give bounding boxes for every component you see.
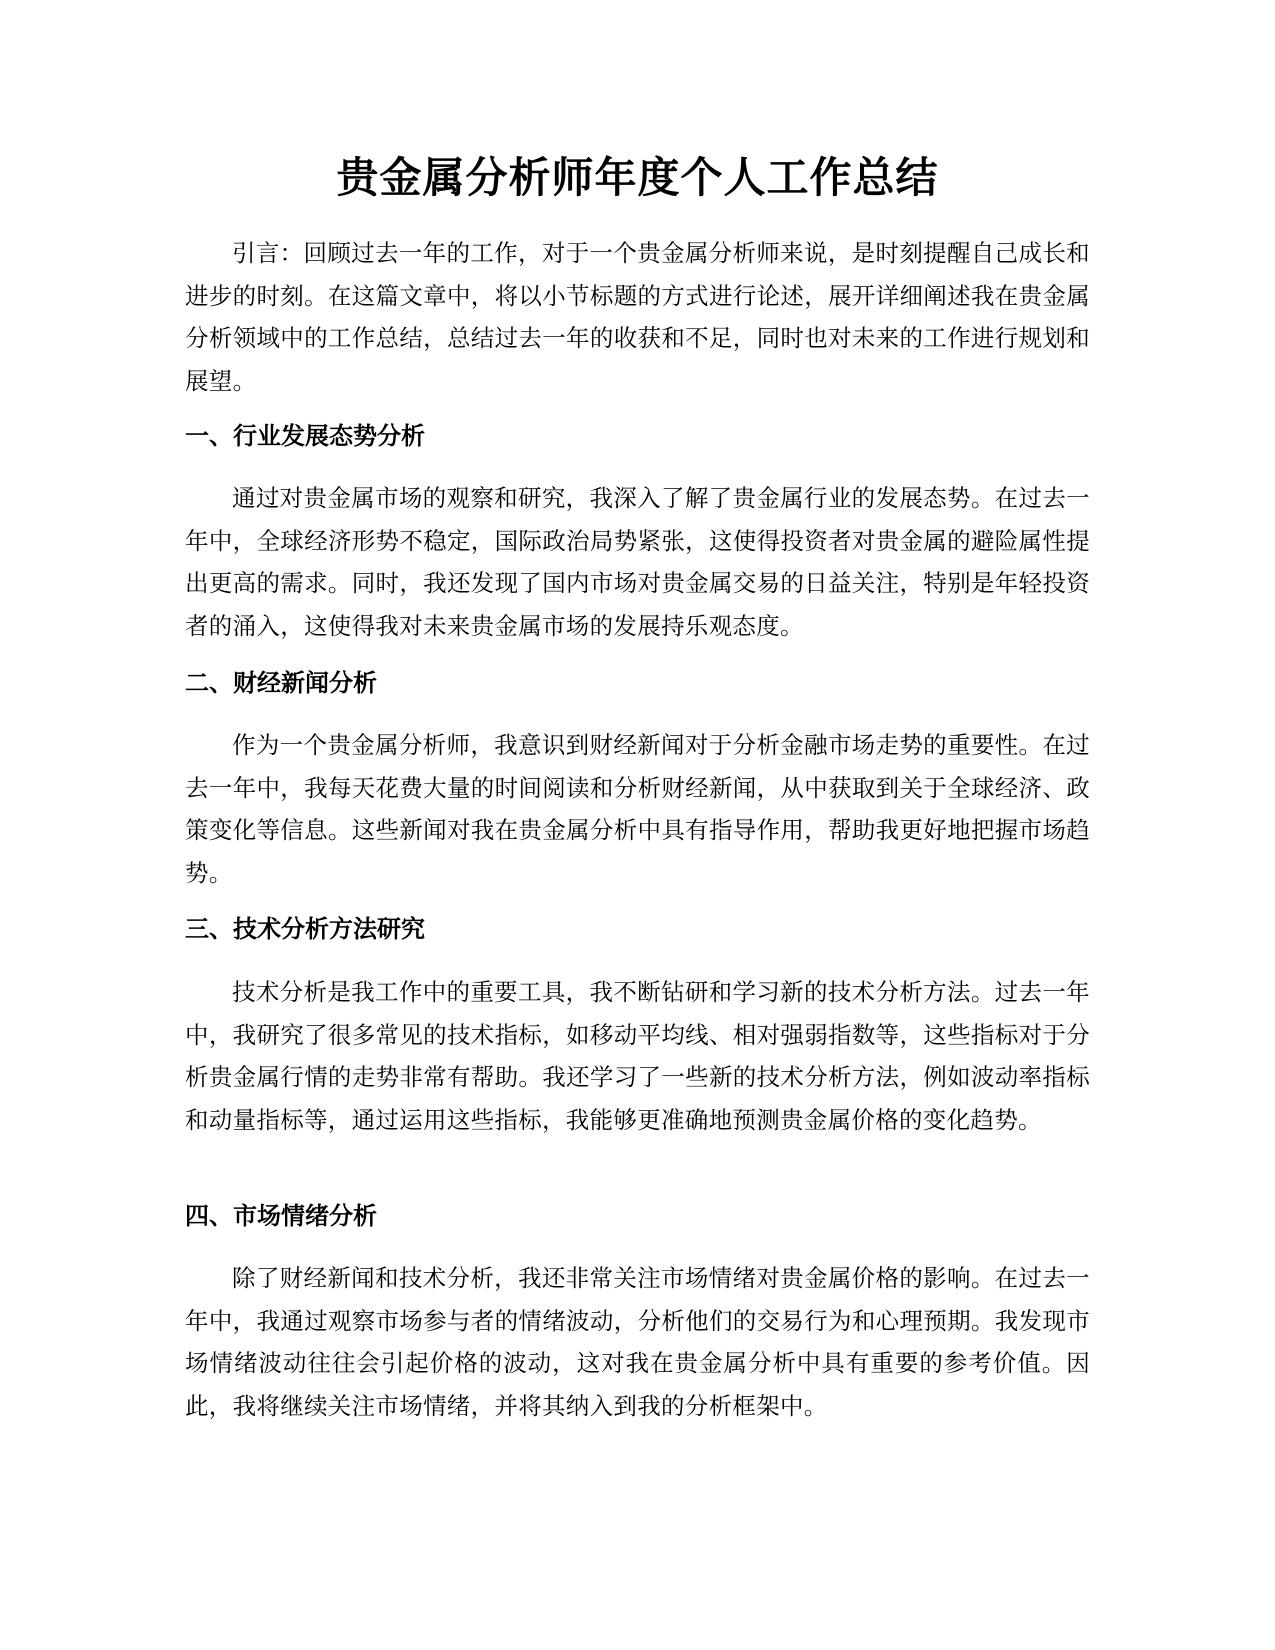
section-body-industry-trends: 通过对贵金属市场的观察和研究，我深入了解了贵金属行业的发展态势。在过去一年中，全球经济形势不稳定，国际政治局势紧张，这使得投资者对贵金属的避险属性提出更高的需求。同时，我还发现了国内市场对贵金属交易的日益关注，特别是年轻投资者的涌入，这使得我对未来贵金属市场的发展持乐观态度。 bbox=[185, 484, 1090, 640]
section-body-technical-analysis: 技术分析是我工作中的重要工具，我不断钻研和学习新的技术分析方法。过去一年中，我研究了很多常见的技术指标，如移动平均线、相对强弱指数等，这些指标对于分析贵金属行情的走势非常有帮助。我还学习了一些新的技术分析方法，例如波动率指标和动量指标等，通过运用这些指标，我能够更准确地预测贵金属价格的变化趋势。 bbox=[185, 978, 1090, 1134]
section-heading-industry-trends: 一、行业发展态势分析 bbox=[185, 422, 425, 450]
intro-paragraph: 引言：回顾过去一年的工作，对于一个贵金属分析师来说，是时刻提醒自己成长和进步的时刻。在这篇文章中，将以小节标题的方式进行论述，展开详细阐述我在贵金属分析领域中的工作总结，总结过去一年的收获和不足，同时也对未来的工作进行规划和展望。 bbox=[185, 239, 1090, 395]
section-heading-financial-news: 二、财经新闻分析 bbox=[185, 669, 377, 697]
document-title: 贵金属分析师年度个人工作总结 bbox=[336, 153, 939, 202]
document-page bbox=[185, 0, 1090, 1650]
section-heading-market-sentiment: 四、市场情绪分析 bbox=[185, 1202, 377, 1230]
section-body-market-sentiment: 除了财经新闻和技术分析，我还非常关注市场情绪对贵金属价格的影响。在过去一年中，我通过观察市场参与者的情绪波动，分析他们的交易行为和心理预期。我发现市场情绪波动往往会引起价格的波动，这对我在贵金属分析中具有重要的参考价值。因此，我将继续关注市场情绪，并将其纳入到我的分析框架中。 bbox=[185, 1264, 1090, 1420]
section-heading-technical-analysis: 三、技术分析方法研究 bbox=[185, 915, 425, 943]
section-body-financial-news: 作为一个贵金属分析师，我意识到财经新闻对于分析金融市场走势的重要性。在过去一年中，我每天花费大量的时间阅读和分析财经新闻，从中获取到关于全球经济、政策变化等信息。这些新闻对我在贵金属分析中具有指导作用，帮助我更好地把握市场趋势。 bbox=[185, 731, 1090, 887]
